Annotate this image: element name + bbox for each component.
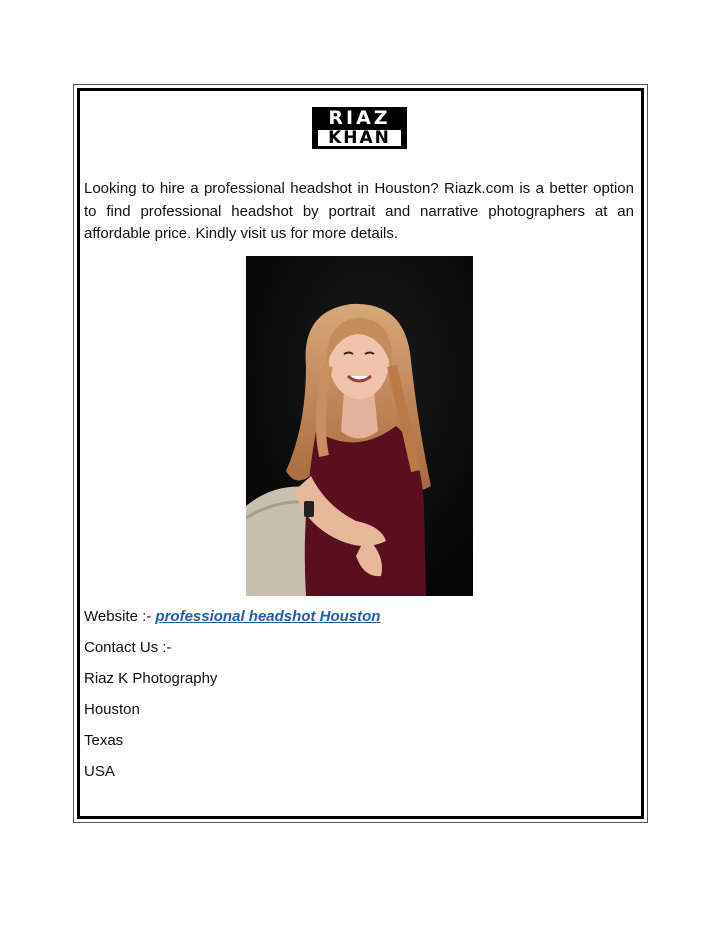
- website-label: Website :-: [84, 608, 156, 625]
- headshot-illustration: [246, 256, 473, 596]
- riaz-khan-logo: [312, 107, 407, 149]
- contact-heading: Contact Us :-: [84, 639, 172, 656]
- contact-line-state: Texas: [84, 732, 124, 749]
- website-line: [84, 607, 380, 627]
- logo-line-2: KHAN: [318, 130, 401, 146]
- website-link[interactable]: professional headshot Houston: [155, 608, 381, 625]
- intro-paragraph: Looking to hire a professional headshot in Houston? Riazk.com is a better option to find professional headshot by portrait and narrative photographers at an affordable price. Kindly visit us for more details.: [84, 180, 634, 242]
- logo-line-1: RIAZ: [328, 107, 391, 129]
- contact-line-company: Riaz K Photography: [84, 670, 218, 687]
- contact-line-country: USA: [84, 763, 115, 780]
- contact-line-city: Houston: [84, 701, 140, 718]
- headshot-photo: [246, 256, 473, 596]
